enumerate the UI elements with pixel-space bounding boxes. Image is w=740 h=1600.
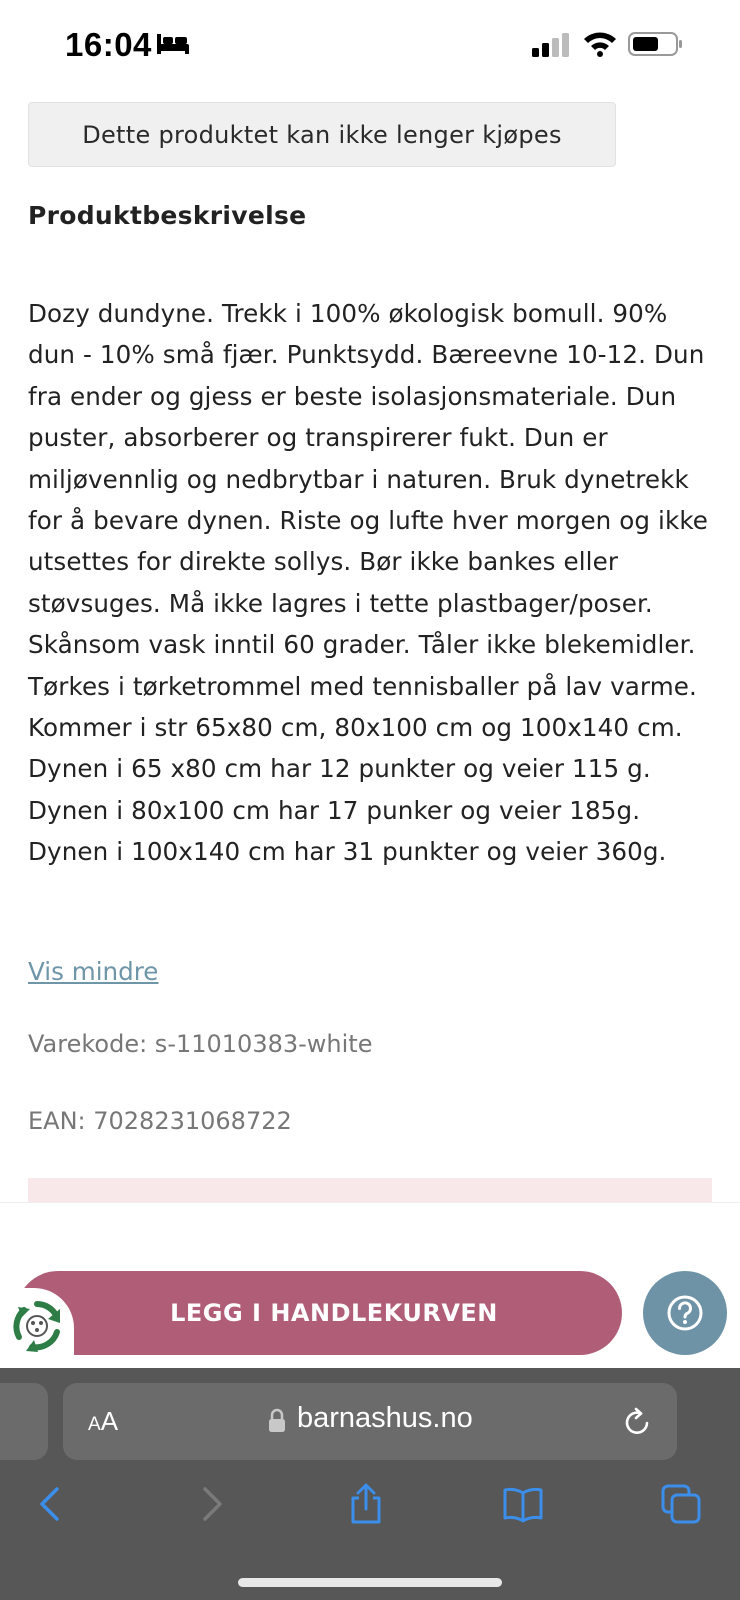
add-to-cart-button[interactable]: LEGG I HANDLEKURVEN bbox=[16, 1271, 622, 1355]
text-size-small-label: A bbox=[88, 1414, 101, 1435]
wifi-icon bbox=[582, 29, 618, 57]
product-description: Dozy dundyne. Trekk i 100% økologisk bomull. 90% dun - 10% små fjær. Punktsydd. Bæreevne 10-12. Dun fra ender og gjess er beste isolasjonsmateriale. Dun puster, absorberer og transpirerer fukt. Dun er miljøvennlig og nedbrytbar i naturen. Bruk dynetrekk for å bevare dynen. Riste og lufte hver morgen og ikke utsettes for direkte sollys. Bør ikke bankes eller støvsuges. Må ikke lagres i tette plastbager/poser. Skånsom vask inntil 60 grader. Tåler ikke blekemidler. Tørkes i tørketrommel med tennisballer på lav varme. Kommer i str 65x80 cm, 80x100 cm og 100x140 cm. Dynen i 65 x80 cm har 12 punkter og veier 115 g. Dynen i 80x100 cm har 17 punker og veier 185g. Dynen i 100x140 cm har 31 punkter og veier 360g. bbox=[28, 299, 709, 867]
forward-icon[interactable] bbox=[190, 1483, 232, 1525]
cellular-signal-icon bbox=[532, 33, 572, 57]
question-circle-icon bbox=[665, 1293, 705, 1333]
ean-code: EAN: 7028231068722 bbox=[28, 1107, 292, 1135]
status-bar bbox=[0, 0, 740, 90]
tabs-icon[interactable] bbox=[660, 1483, 702, 1525]
battery-icon bbox=[628, 30, 684, 58]
url-text[interactable]: barnashus.no bbox=[297, 1402, 473, 1434]
share-icon[interactable] bbox=[345, 1483, 387, 1525]
unavailable-notice: Dette produktet kan ikke lenger kjøpes bbox=[28, 102, 616, 167]
bed-icon bbox=[155, 30, 191, 58]
bookmarks-icon[interactable] bbox=[502, 1483, 544, 1525]
text-size-big-label: A bbox=[100, 1406, 119, 1436]
reload-icon[interactable] bbox=[622, 1406, 654, 1438]
text-size-button[interactable] bbox=[88, 1406, 118, 1437]
sku-code: Varekode: s-11010383-white bbox=[28, 1030, 373, 1058]
back-icon[interactable] bbox=[30, 1483, 72, 1525]
help-button[interactable] bbox=[643, 1271, 727, 1355]
home-indicator bbox=[238, 1578, 502, 1587]
show-less-link[interactable]: Vis mindre bbox=[28, 957, 159, 986]
status-time: 16:04 bbox=[65, 26, 152, 63]
description-heading: Produktbeskrivelse bbox=[28, 201, 307, 230]
recycle-icon[interactable] bbox=[10, 1299, 64, 1353]
lock-icon bbox=[267, 1408, 287, 1434]
previous-tab-preview[interactable] bbox=[0, 1383, 48, 1460]
promo-box bbox=[28, 1178, 712, 1202]
